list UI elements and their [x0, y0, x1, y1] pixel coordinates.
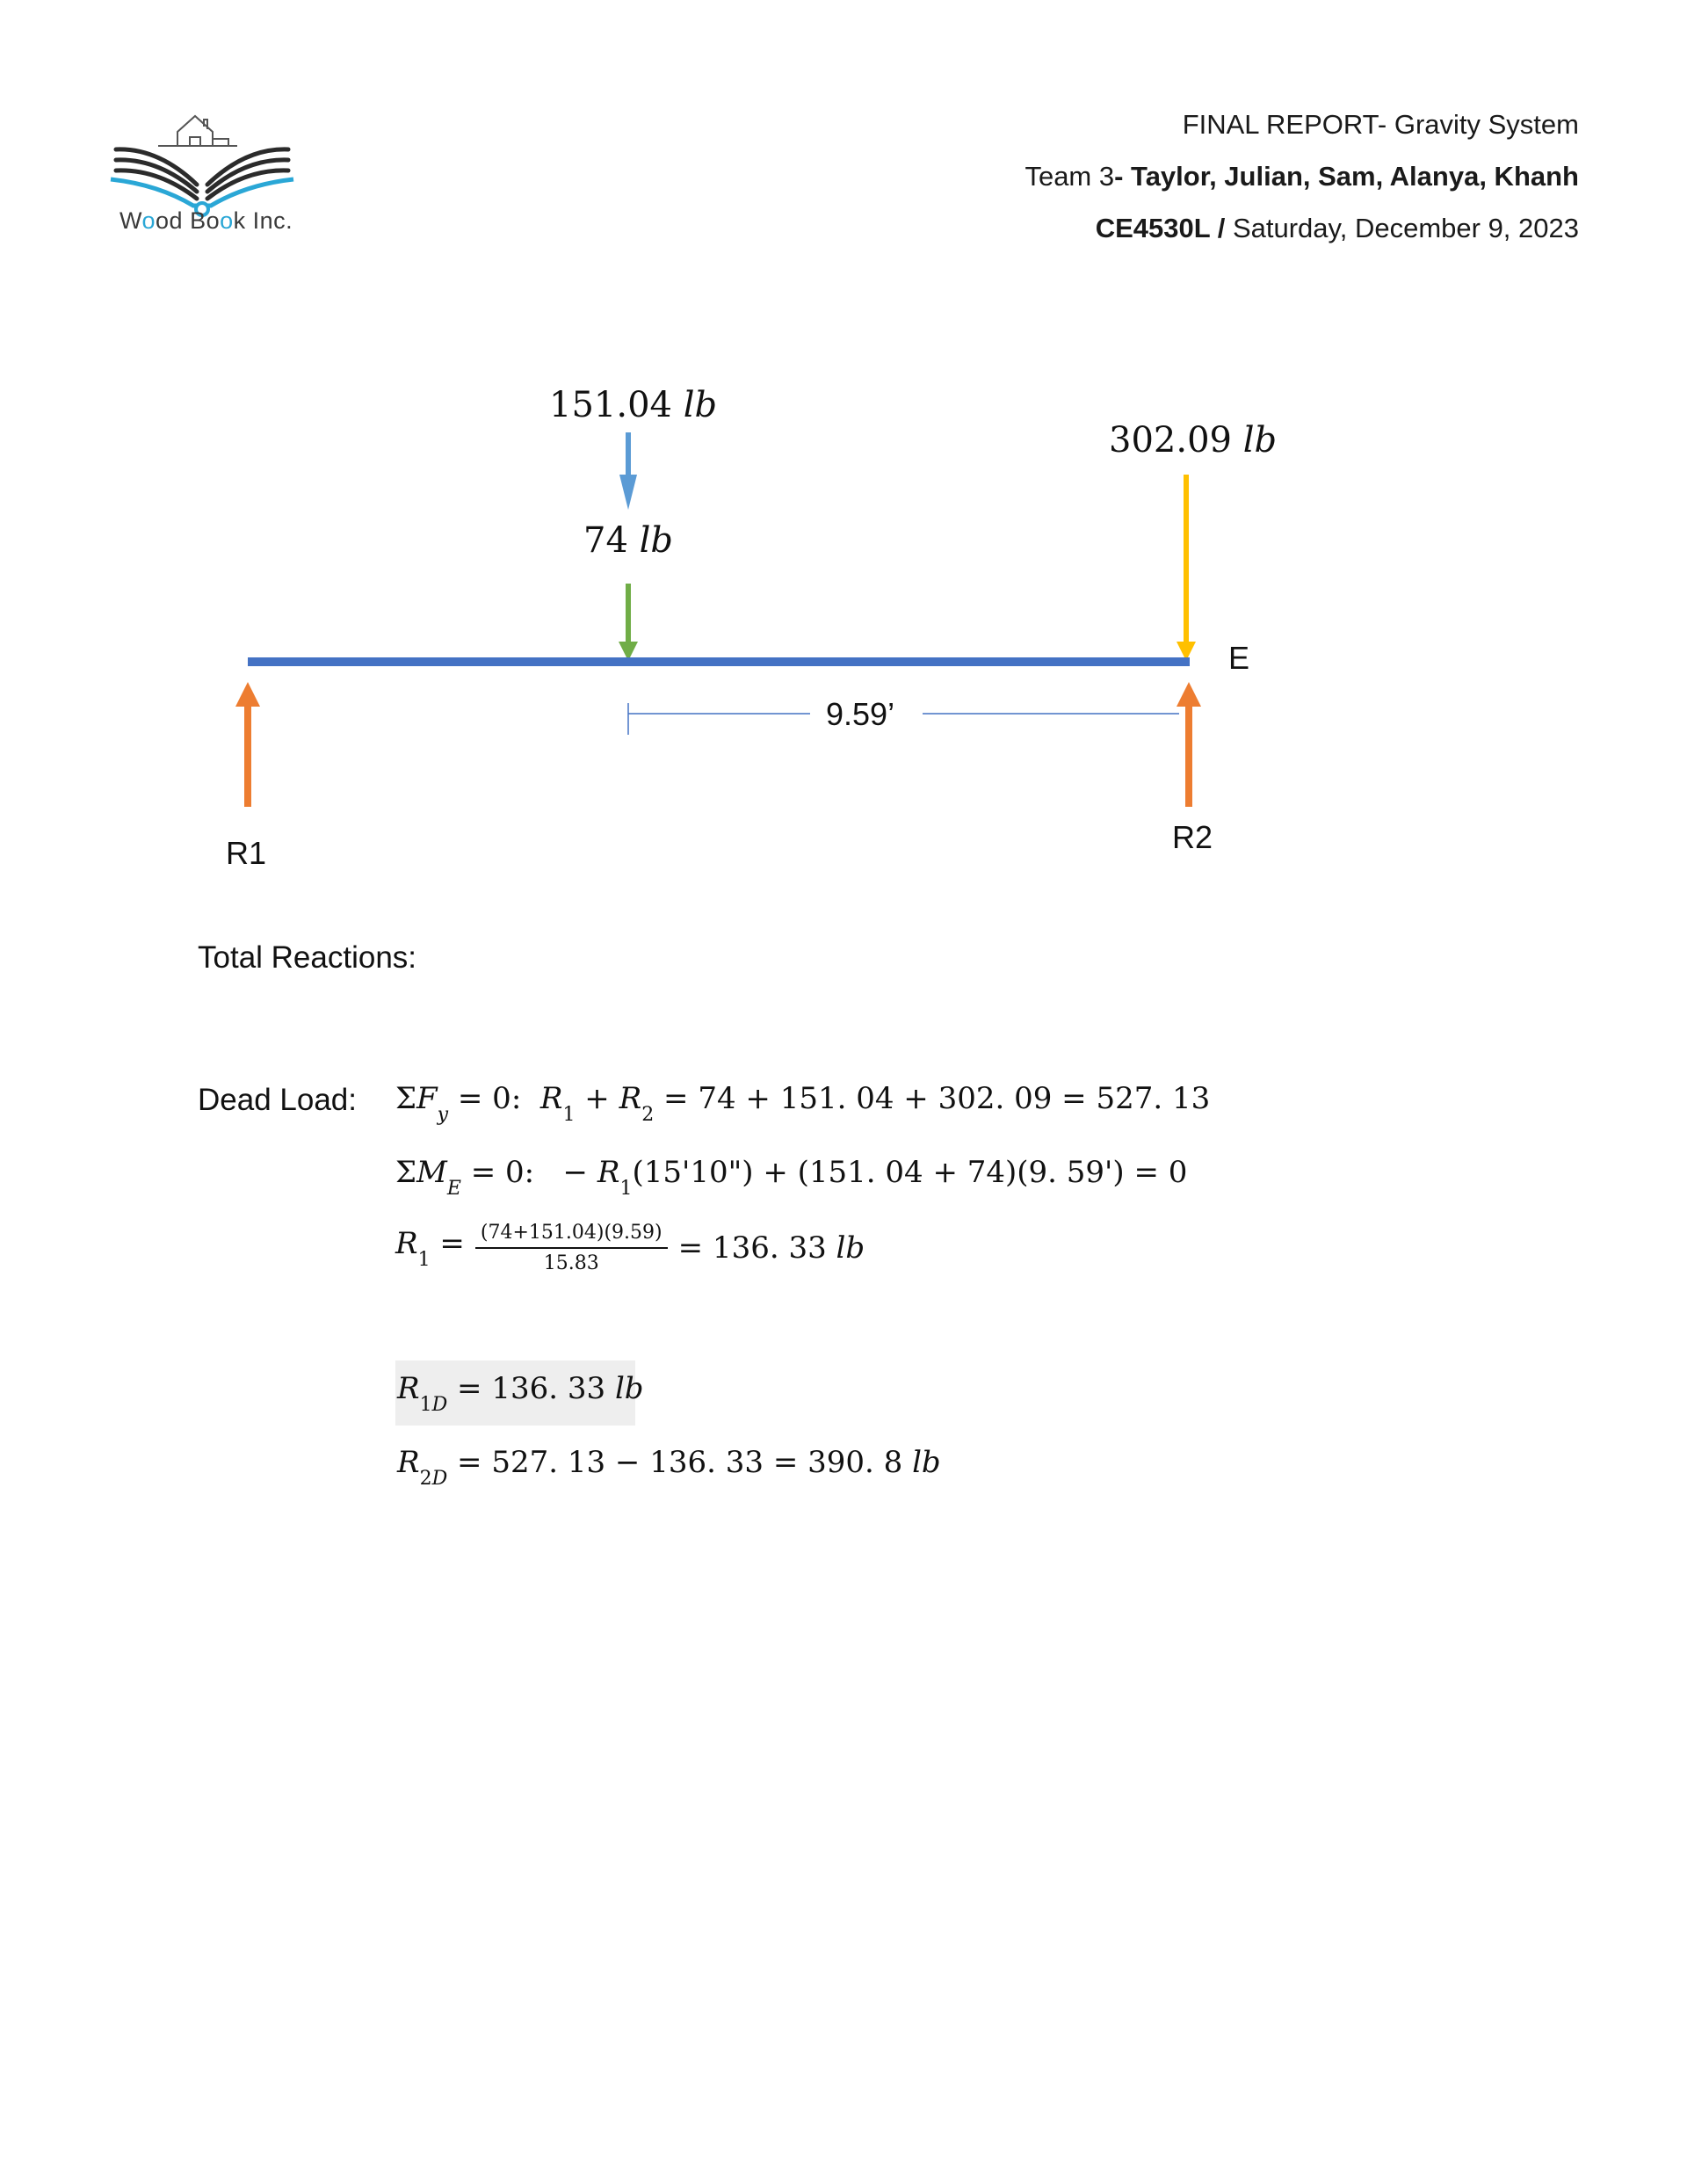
load-arrow-302 — [1177, 475, 1196, 661]
logo-wordmark: Wood Book Inc. — [119, 207, 293, 234]
dead-load-label: Dead Load: — [198, 1083, 357, 1117]
equation-sum-forces: $\Sigma F_y = 0$: $R_1 + R_2 = 74 + 151$. 04 + 302. 09 = 527. 13 — [395, 1081, 1211, 1126]
reaction-label-r2: R2 — [1172, 819, 1213, 855]
equation-r2d: $R_{2D} = 527$. 13 − 136. 33 = 390. 8 lb — [397, 1445, 941, 1490]
dimension-line — [628, 703, 1179, 735]
house-icon — [158, 116, 237, 146]
course-date-line — [1096, 213, 1579, 244]
report-date: Saturday, December 9, 2023 — [1225, 213, 1579, 243]
r1-unit: lb — [836, 1230, 865, 1266]
load-arrow-151 — [619, 432, 637, 510]
dimension-label: 9.59’ — [826, 696, 895, 732]
reaction-arrow-r1 — [235, 682, 260, 807]
fraction — [475, 1222, 668, 1274]
load-label-151: 151.04 lb — [549, 385, 718, 425]
reaction-arrow-r2 — [1177, 682, 1201, 807]
team-line — [1025, 161, 1579, 192]
fraction-numerator: (74+151.04)(9.59) — [475, 1222, 668, 1249]
equation-r1d: $R_{1D} = 136$. 33 lb — [397, 1371, 644, 1416]
course-code: CE4530L / — [1095, 213, 1226, 243]
load-arrow-74 — [619, 584, 638, 661]
fraction-denominator: 15.83 — [543, 1252, 599, 1274]
point-label-e: E — [1228, 640, 1250, 676]
load-label-74: 74 lb — [583, 520, 674, 561]
book-icon — [116, 149, 288, 199]
r1-result: = 136. 33 — [677, 1230, 827, 1266]
section-heading: Total Reactions: — [198, 940, 417, 975]
reaction-label-r1: R1 — [226, 835, 267, 871]
load-label-302: 302.09 lb — [1109, 420, 1278, 461]
team-label: Team 3 — [1025, 161, 1115, 192]
team-members: - Taylor, Julian, Sam, Alanya, Khanh — [1114, 161, 1579, 192]
report-title: FINAL REPORT- Gravity System — [1182, 109, 1579, 140]
equation-r1: $R_1$ = $\frac{(74+151.04)(9.59)}{15.83}$ = 136. 33 lb — [395, 1222, 865, 1274]
beam — [248, 657, 1190, 666]
equation-sum-moments: $\Sigma M_E = 0$: − $R_1(15'10") + (151$. 04 + 74)(9. 59') = 0 — [395, 1155, 1188, 1200]
beam-diagram — [0, 352, 1687, 896]
